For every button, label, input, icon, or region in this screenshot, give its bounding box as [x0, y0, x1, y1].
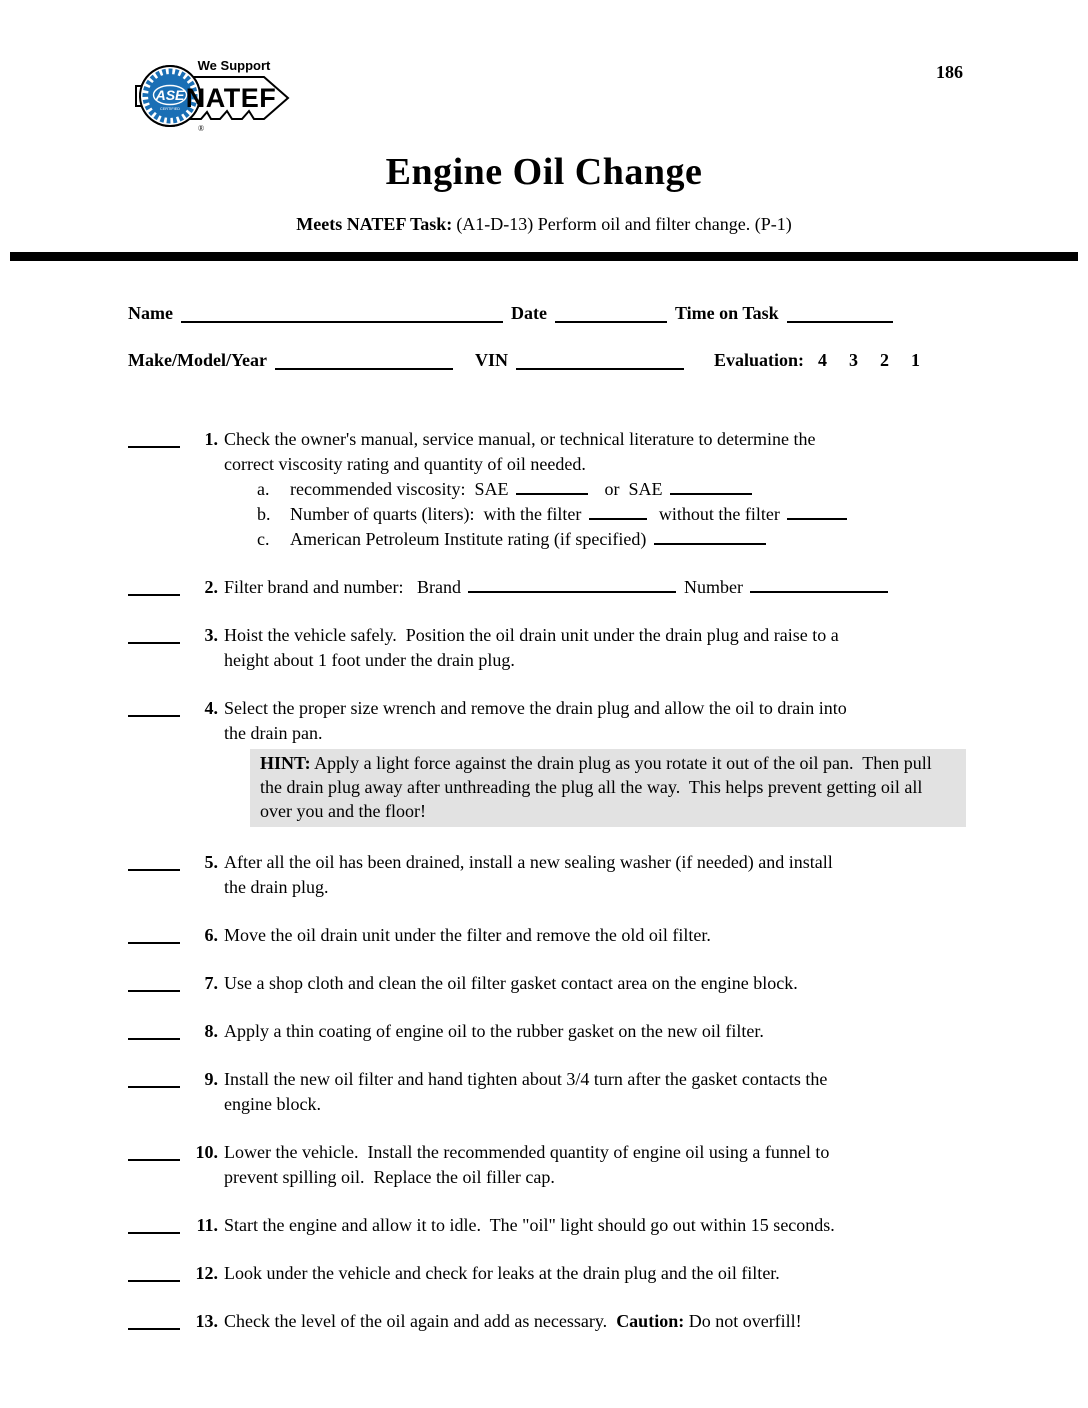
info-section: [128, 298, 968, 371]
step-body: [224, 1213, 968, 1238]
step-score-blank: [128, 1140, 180, 1161]
date-label: Date: [510, 303, 547, 323]
step-text: Look under the vehicle and check for leaks at the drain plug and the oil filter.: [224, 1263, 780, 1283]
answer-blank: [516, 478, 588, 495]
step-score-blank: [128, 1067, 180, 1088]
date-blank: [555, 301, 667, 323]
evaluation-label: Evaluation:: [713, 350, 805, 370]
step-number: 3.: [204, 625, 218, 645]
step-body: [224, 696, 968, 827]
step-text: Start the engine and allow it to idle. The "oil" light should go out within 15 seconds.: [224, 1215, 835, 1235]
bold-text: Caution:: [616, 1311, 685, 1331]
step-score-blank: [128, 1213, 180, 1234]
name-label: Name: [128, 303, 173, 323]
step-5: [128, 850, 968, 900]
step-score-blank: [128, 575, 180, 596]
answer-blank: [654, 528, 766, 545]
info-row-1: [128, 298, 968, 324]
step-1: [128, 427, 968, 552]
step-8: [128, 1019, 968, 1044]
step-score-blank: [128, 427, 180, 448]
meets-task-label: Meets NATEF Task:: [296, 214, 453, 234]
step-text: Check the owner's manual, service manual, or technical literature to determine the correct viscosity rating and quantity of oil needed.: [224, 429, 816, 474]
step-13: [128, 1309, 968, 1334]
step-number: 7.: [204, 973, 218, 993]
sub-item-letter: b.: [257, 504, 271, 524]
registered-mark: ®: [198, 124, 205, 133]
evaluation-score-2: 2: [880, 350, 890, 370]
step-1-sub-c: [224, 527, 968, 552]
sub-item-text: Number of quarts (liters): with the filter without the filter: [290, 502, 968, 527]
step-score-blank: [128, 1309, 180, 1330]
step-body: [224, 1067, 968, 1117]
step-number: 10.: [195, 1142, 218, 1162]
name-blank: [181, 301, 503, 323]
step-number: 2.: [204, 577, 218, 597]
steps-list: [128, 427, 968, 1334]
vin-label: VIN: [474, 350, 508, 370]
time-on-task-blank: [787, 301, 893, 323]
evaluation-score-3: 3: [849, 350, 859, 370]
step-number: 11.: [196, 1215, 218, 1235]
answer-blank: [750, 576, 888, 593]
step-7: [128, 971, 968, 996]
step-number: 12.: [195, 1263, 218, 1283]
step-score-blank: [128, 1019, 180, 1040]
time-on-task-label: Time on Task: [674, 303, 779, 323]
hint-label: HINT:: [260, 753, 311, 773]
evaluation-score-1: 1: [911, 350, 921, 370]
answer-blank: [468, 576, 676, 593]
evaluation-score-4: 4: [818, 350, 828, 370]
natef-text: NATEF: [185, 83, 277, 113]
hint-box: HINT: Apply a light force against the drain plug as you rotate it out of the oil pan. Then pull the drain plug away after unthreading the plug all the way. This helps prevent getting oil all over you and the floor!: [250, 749, 966, 827]
step-score-blank: [128, 696, 180, 717]
step-score-blank: [128, 1261, 180, 1282]
step-2: [128, 575, 968, 600]
step-body: [224, 1261, 968, 1286]
step-score-blank: [128, 923, 180, 944]
step-number: 8.: [204, 1021, 218, 1041]
page-number: 186: [936, 62, 963, 82]
step-11: [128, 1213, 968, 1238]
answer-blank: [670, 478, 752, 495]
step-text: Apply a thin coating of engine oil to the rubber gasket on the new oil filter.: [224, 1021, 764, 1041]
step-body: [224, 623, 968, 673]
step-text: After all the oil has been drained, install a new sealing washer (if needed) and install the drain plug.: [224, 852, 833, 897]
ase-text: ASE: [155, 87, 185, 103]
step-text: Move the oil drain unit under the filter and remove the old oil filter.: [224, 925, 711, 945]
step-score-blank: [128, 850, 180, 871]
info-row-2: [128, 345, 968, 371]
step-score-blank: [128, 623, 180, 644]
step-1-sub-a: [224, 477, 968, 502]
step-6: [128, 923, 968, 948]
answer-blank: [787, 503, 847, 520]
step-4: [128, 696, 968, 827]
answer-blank: [589, 503, 647, 520]
step-9: [128, 1067, 968, 1117]
step-score-blank: [128, 971, 180, 992]
vin-blank: [516, 348, 684, 370]
step-number: 6.: [204, 925, 218, 945]
header-divider: [10, 252, 1078, 261]
step-1-sub-b: [224, 502, 968, 527]
step-body: [224, 427, 968, 552]
we-support-text: We Support: [197, 58, 271, 73]
step-12: [128, 1261, 968, 1286]
step-number: 4.: [204, 698, 218, 718]
step-number: 9.: [204, 1069, 218, 1089]
natef-ase-key-logo-icon: [132, 54, 294, 136]
step-3: [128, 623, 968, 673]
step-text: Hoist the vehicle safely. Position the oil drain unit under the drain plug and raise to a height about 1 foot under the drain plug.: [224, 625, 839, 670]
step-body: [224, 923, 968, 948]
step-body: [224, 971, 968, 996]
step-text: Check the level of the oil again and add as necessary. Caution: Do not overfill!: [224, 1311, 802, 1331]
step-number: 5.: [204, 852, 218, 872]
step-text: Install the new oil filter and hand tighten about 3/4 turn after the gasket contacts the engine block.: [224, 1069, 828, 1114]
step-text: Lower the vehicle. Install the recommended quantity of engine oil using a funnel to prevent spilling oil. Replace the oil filler cap.: [224, 1142, 830, 1187]
make-model-year-blank: [275, 348, 453, 370]
sub-item-letter: c.: [257, 529, 270, 549]
step-number: 13.: [195, 1311, 218, 1331]
step-body: [224, 575, 968, 600]
step-body: [224, 1309, 968, 1334]
step-body: [224, 850, 968, 900]
make-model-year-label: Make/Model/Year: [128, 350, 267, 370]
step-number: 1.: [204, 429, 218, 449]
sub-item-letter: a.: [257, 479, 270, 499]
meets-task-line: [0, 212, 1088, 236]
sub-item-text: recommended viscosity: SAE or SAE: [290, 477, 968, 502]
sub-item-text: American Petroleum Institute rating (if specified): [290, 527, 968, 552]
step-text: Filter brand and number: Brand Number: [224, 575, 968, 600]
meets-task-text: (A1-D-13) Perform oil and filter change. (P-1): [456, 214, 792, 234]
ase-certified-text: CERTIFIED: [160, 107, 180, 111]
step-text: Select the proper size wrench and remove the drain plug and allow the oil to drain into the drain pan.: [224, 698, 847, 743]
step-body: [224, 1019, 968, 1044]
step-10: [128, 1140, 968, 1190]
page-title: Engine Oil Change: [385, 151, 703, 193]
step-text: Use a shop cloth and clean the oil filter gasket contact area on the engine block.: [224, 973, 798, 993]
evaluation-scale: [818, 350, 920, 371]
step-body: [224, 1140, 968, 1190]
